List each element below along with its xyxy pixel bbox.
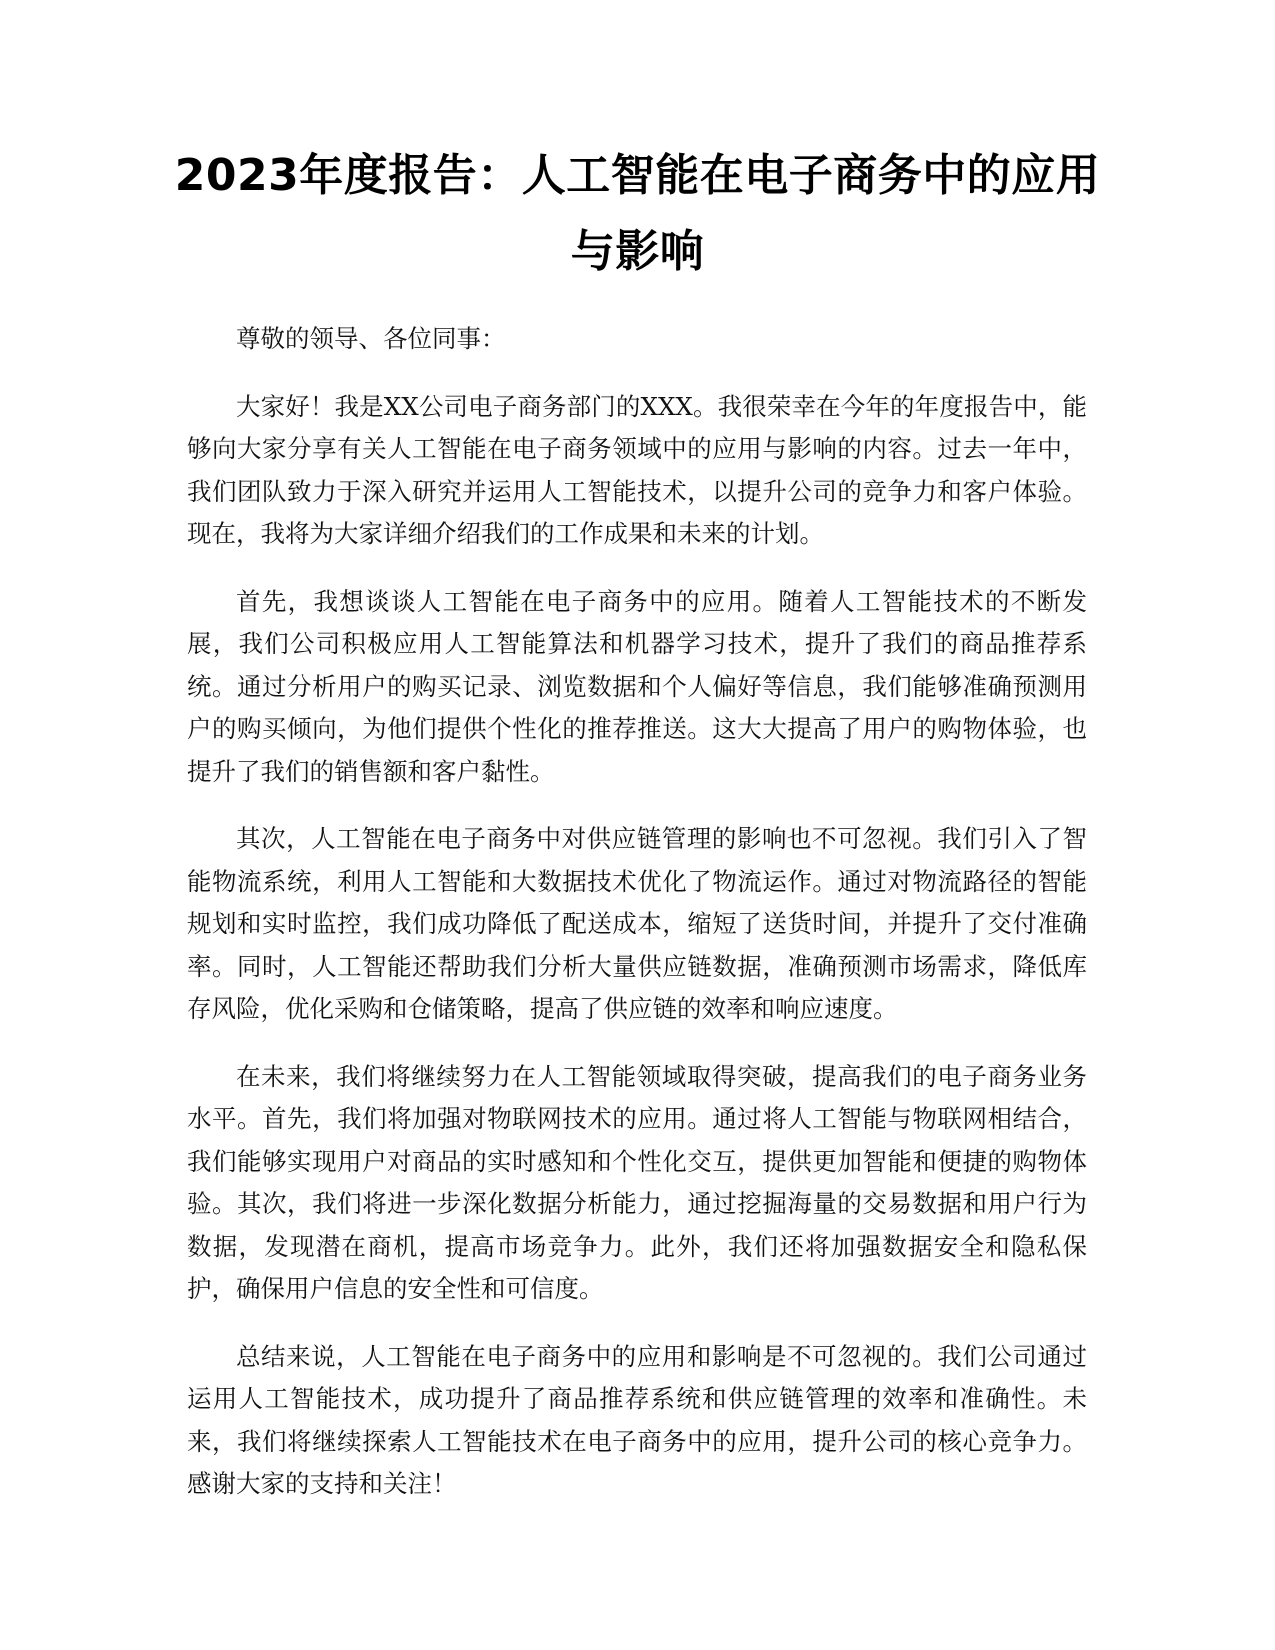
paragraph-future-plans: 在未来，我们将继续努力在人工智能领域取得突破，提高我们的电子商务业务水平。首先，我们将加强对物联网技术的应用。通过将人工智能与物联网相结合，我们能够实现用户对商品的实时感知和个性化交互，提供更加智能和便捷的购物体验。其次，我们将进一步深化数据分析能力，通过挖掘海量的交易数据和用户行为数据，发现潜在商机，提高市场竞争力。此外，我们还将加强数据安全和隐私保护，确保用户信息的安全性和可信度。 <box>187 1061 1087 1303</box>
paragraph-conclusion: 总结来说，人工智能在电子商务中的应用和影响是不可忽视的。我们公司通过运用人工智能技术，成功提升了商品推荐系统和供应链管理的效率和准确性。未来，我们将继续探索人工智能技术在电子商务中的应用，提升公司的核心竞争力。感谢大家的支持和关注！ <box>187 1341 1087 1498</box>
document-title: 2023年度报告：人工智能在电子商务中的应用与影响 <box>174 150 1101 277</box>
paragraph-supply-chain: 其次，人工智能在电子商务中对供应链管理的影响也不可忽视。我们引入了智能物流系统，利用人工智能和大数据技术优化了物流运作。通过对物流路径的智能规划和实时监控，我们成功降低了配送成本，缩短了送货时间，并提升了交付准确率。同时，人工智能还帮助我们分析大量供应链数据，准确预测市场需求，降低库存风险，优化采购和仓储策略，提高了供应链的效率和响应速度。 <box>187 824 1087 1023</box>
salutation: 尊敬的领导、各位同事： <box>236 324 506 353</box>
paragraph-introduction: 大家好！我是XX公司电子商务部门的XXX。我很荣幸在今年的年度报告中，能够向大家分享有关人工智能在电子商务领域中的应用与影响的内容。过去一年中，我们团队致力于深入研究并运用人工智能技术，以提升公司的竞争力和客户体验。现在，我将为大家详细介绍我们的工作成果和未来的计划。 <box>187 391 1087 548</box>
document-body <box>187 318 1087 1531</box>
paragraph-recommendation: 首先，我想谈谈人工智能在电子商务中的应用。随着人工智能技术的不断发展，我们公司积极应用人工智能算法和机器学习技术，提升了我们的商品推荐系统。通过分析用户的购买记录、浏览数据和个人偏好等信息，我们能够准确预测用户的购买倾向，为他们提供个性化的推荐推送。这大大提高了用户的购物体验，也提升了我们的销售额和客户黏性。 <box>187 586 1087 786</box>
